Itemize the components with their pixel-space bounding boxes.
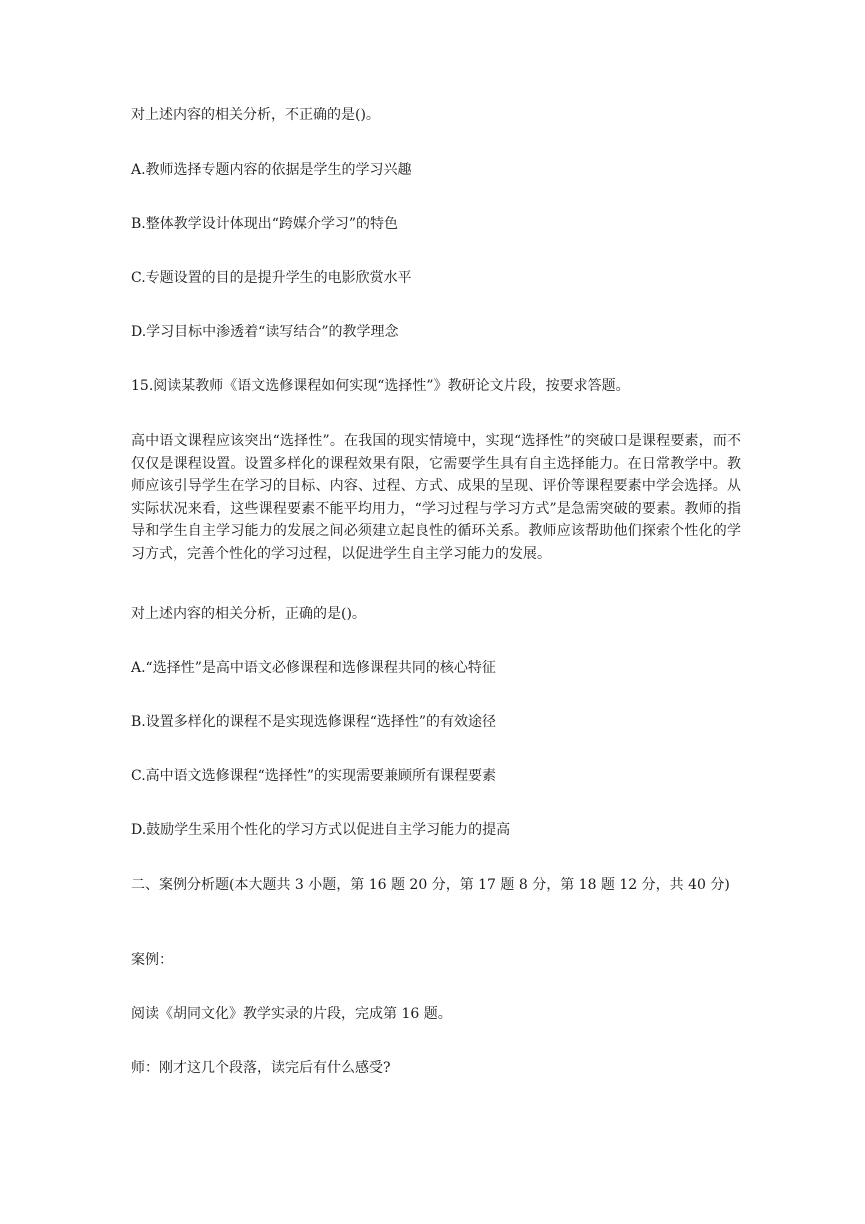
question-15-prompt: 15.阅读某教师《语文选修课程如何实现“选择性”》教研论文片段，按要求答题。 [131, 378, 630, 394]
option-c: C.高中语文选修课程“选择性”的实现需要兼顾所有课程要素 [131, 768, 496, 784]
option-a: A.“选择性”是高中语文必修课程和选修课程共同的核心特征 [131, 660, 496, 676]
option-d: D.学习目标中渗透着“读写结合”的教学理念 [131, 324, 399, 340]
case-label: 案例： [131, 952, 173, 968]
case-intro: 阅读《胡同文化》教学实录的片段，完成第 16 题。 [131, 1006, 452, 1022]
option-b: B.整体教学设计体现出“跨媒介学习”的特色 [131, 216, 399, 232]
option-b: B.设置多样化的课程不是实现选修课程“选择性”的有效途径 [131, 714, 497, 730]
question-15-stem: 对上述内容的相关分析，正确的是()。 [131, 606, 366, 622]
passage-paragraph: 高中语文课程应该突出“选择性”。在我国的现实情境中，实现“选择性”的突破口是课程要素，而不仅仅是课程设置。设置多样化的课程效果有限，它需要学生具有自主选择能力。在日常教学中。教师应该引导学生在学习的目标、内容、过程、方式、成果的呈现、评价等课程要素中学会选择。从实际状况来看，这些课程要素不能平均用力，“学习过程与学习方式”是急需突破的要素。教师的指导和学生自主学习能力的发展之间必须建立起良性的循环关系。教师应该帮助他们探索个性化的学习方式，完善个性化的学习过程，以促进学生自主学习能力的发展。 [131, 433, 741, 562]
section-heading: 二、案例分析题(本大题共 3 小题，第 16 题 20 分，第 17 题 8 分，第 18 题 12 分，共 40 分) [131, 877, 730, 893]
option-d: D.鼓励学生采用个性化的学习方式以促进自主学习能力的提高 [131, 822, 511, 838]
teacher-dialogue-line: 师：刚才这几个段落，读完后有什么感受? [131, 1060, 391, 1076]
option-c: C.专题设置的目的是提升学生的电影欣赏水平 [131, 270, 412, 286]
option-a: A.教师选择专题内容的依据是学生的学习兴趣 [131, 162, 412, 178]
question-prompt: 对上述内容的相关分析，不正确的是()。 [131, 107, 380, 123]
